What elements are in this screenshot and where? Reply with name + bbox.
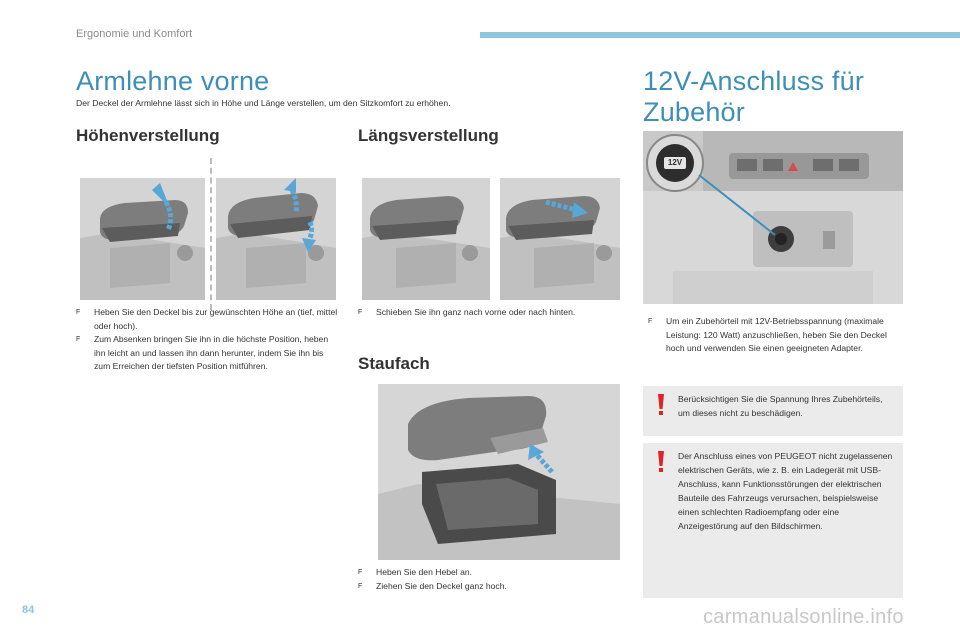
warning-voltage: Berücksichtigen Sie die Spannung Ihres Zubehörteils, um dieses nicht zu beschädigen.	[643, 386, 903, 436]
length-adjust-title: Längsverstellung	[358, 126, 499, 145]
photo-divider	[210, 158, 212, 310]
armrest-title: Armlehne vorne	[76, 66, 270, 96]
armrest-lower-photo	[216, 178, 336, 300]
socket-pointer-line	[643, 131, 903, 304]
length-adjust-steps	[358, 306, 608, 320]
armrest-slide-back-photo	[362, 178, 490, 300]
armrest-slide-front-photo	[500, 178, 620, 300]
warning-icon	[655, 451, 667, 473]
section-label: Ergonomie und Komfort	[76, 28, 193, 40]
list-item: F Heben Sie den Hebel an.	[358, 566, 608, 580]
bullet-marker: F	[76, 336, 81, 343]
bullet-marker: F	[358, 582, 363, 590]
height-adjust-steps	[76, 306, 338, 374]
header-bar	[480, 32, 960, 38]
list-item: F Um ein Zubehörteil mit 12V-Betriebsspannung (maximale Leistung: 120 Watt) anzuschließen, heben Sie den Deckel hoch und verwenden Sie einen geeigneten Adapter.	[648, 316, 887, 353]
armrest-raise-photo	[80, 178, 205, 300]
arrow-forward-icon	[500, 178, 620, 300]
bullet-marker: F	[358, 309, 363, 316]
bullet-marker: F	[648, 318, 653, 325]
armrest-intro: Der Deckel der Armlehne lässt sich in Höhe und Länge verstellen, um den Sitzkomfort zu erhöhen.	[76, 98, 451, 108]
socket-steps	[648, 315, 898, 356]
arrow-lever-icon	[378, 384, 620, 560]
storage-title: Staufach	[358, 354, 430, 373]
arrow-up-down-icon	[216, 178, 336, 300]
list-item: F Zum Absenken bringen Sie ihn in die höchste Position, heben ihn leicht an und lassen ihn dann herunter, indem Sie ihn bis zum Erreichen der tiefsten Position mitführen.	[76, 334, 329, 371]
bullet-marker: F	[358, 569, 363, 576]
page-number: 84	[22, 604, 35, 616]
list-item: F Ziehen Sie den Deckel ganz hoch.	[358, 580, 608, 594]
warning-icon	[655, 394, 667, 416]
socket-title: 12V-Anschluss für Zubehör	[643, 66, 865, 127]
warning-unapproved-device: Der Anschluss eines von PEUGEOT nicht zugelassenen elektrischen Geräts, wie z. B. ein Ladegerät mit USB-Anschluss, kann Funktionsstörungen der elektrischen Bauteile des Fahrzeugs verursachen, beispielsweise einen schlechten Radioempfang oder eine Anzeigestörung auf den Bildschirmen.	[643, 443, 903, 598]
height-adjust-title: Höhenverstellung	[76, 126, 220, 145]
arrow-up-icon	[80, 178, 205, 300]
storage-compartment-photo	[378, 384, 620, 560]
list-item: F Schieben Sie ihn ganz nach vorne oder nach hinten.	[358, 306, 608, 320]
list-item: F Heben Sie den Deckel bis zur gewünschten Höhe an (tief, mittel oder hoch).	[76, 307, 338, 331]
storage-steps	[358, 566, 608, 593]
socket-photo	[643, 131, 903, 304]
bullet-marker: F	[76, 309, 81, 316]
watermark: carmanualsonline.info	[703, 606, 904, 628]
socket-12v-label: 12V	[664, 157, 686, 169]
